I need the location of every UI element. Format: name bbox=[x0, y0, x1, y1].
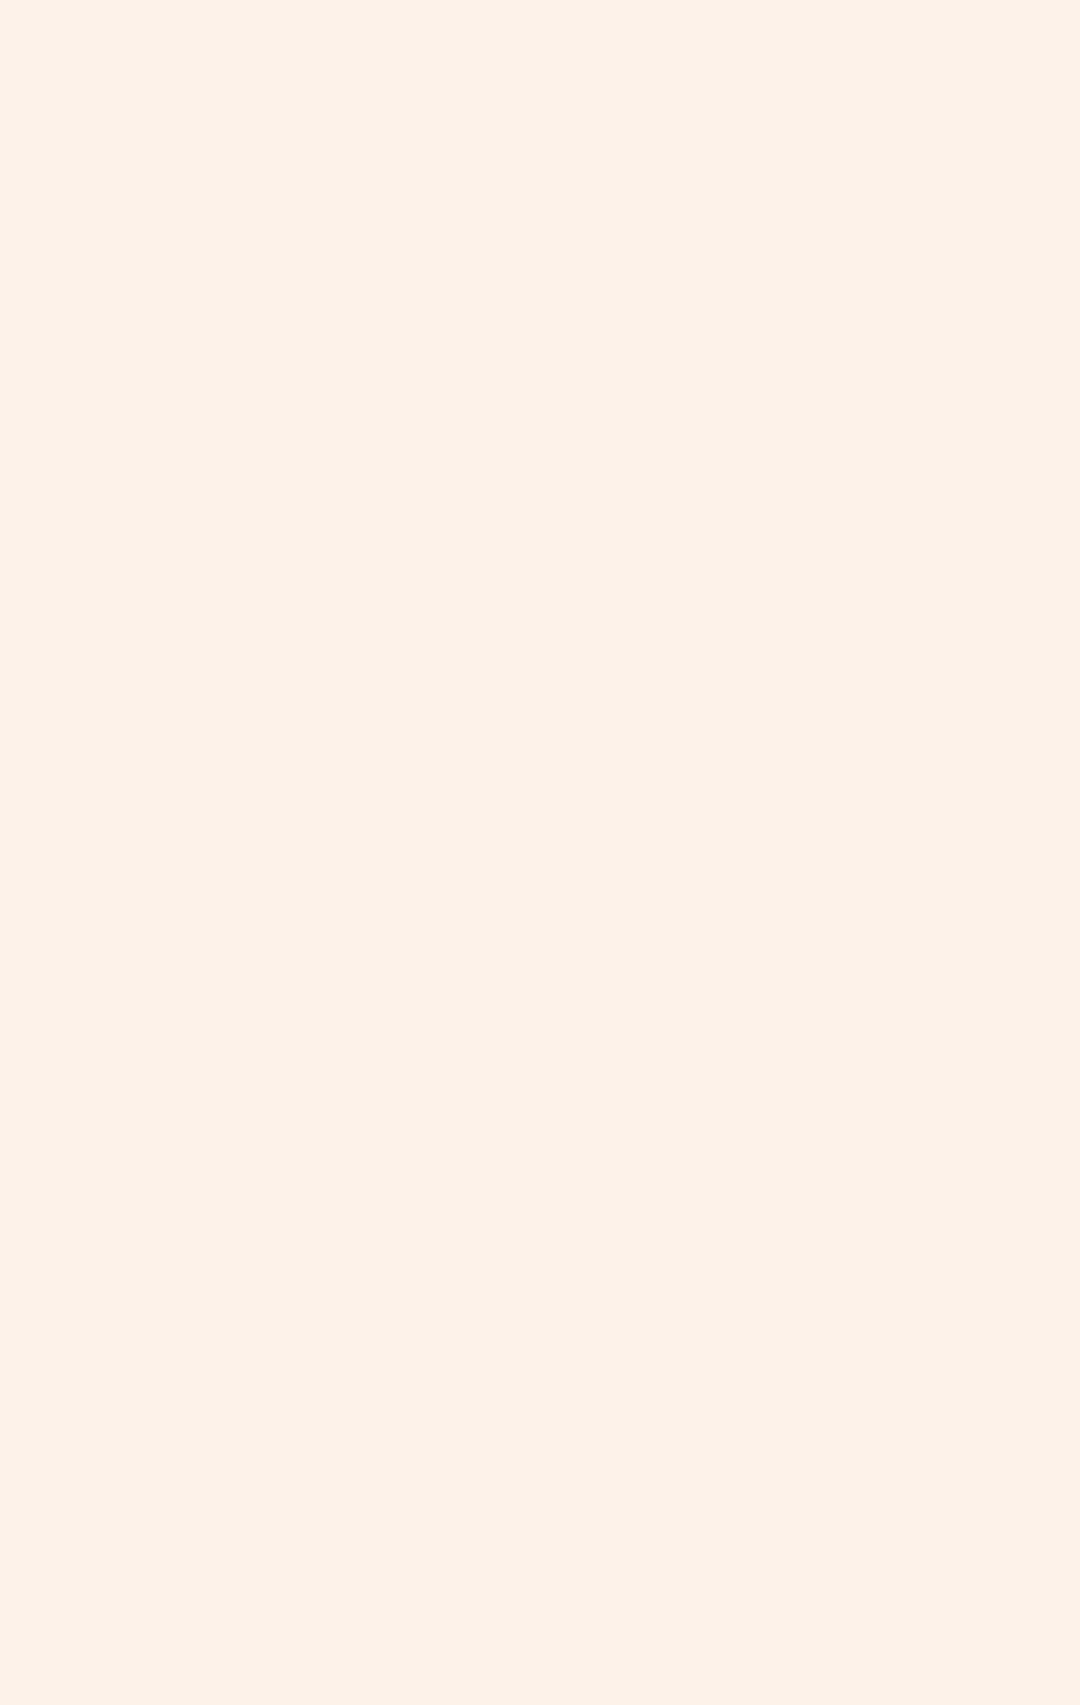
race-report bbox=[0, 0, 1080, 5]
